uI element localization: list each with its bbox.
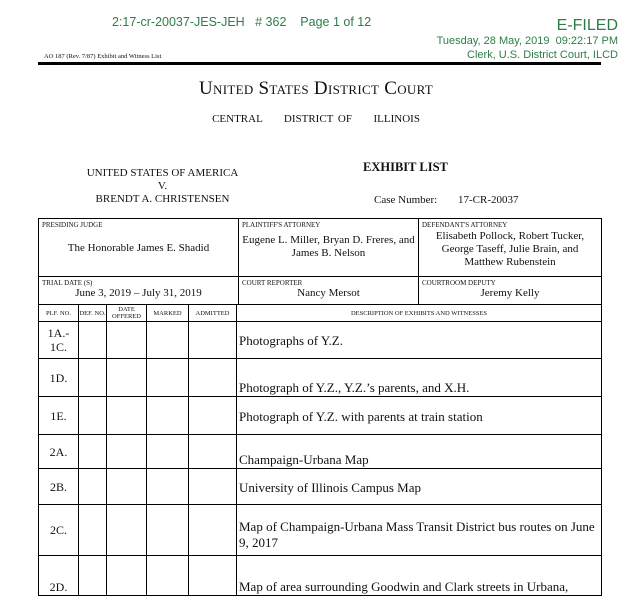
court-title: United States District Court [199, 78, 433, 99]
case-number-label: Case Number: [374, 194, 438, 206]
plaintiff-attorney-label: PLAINTIFF'S ATTORNEY [242, 221, 321, 229]
presiding-judge: The Honorable James E. Shadid [67, 242, 210, 254]
exhibit-description: Photographs of Y.Z. [237, 322, 602, 359]
table-row [39, 397, 602, 435]
district-line [0, 113, 632, 125]
exhibit-number: 1E. [39, 397, 79, 435]
exhibit-number: 2D. [39, 556, 79, 596]
exhibit-description: Photograph of Y.Z. with parents at train station [237, 397, 602, 435]
trial-date: June 3, 2019 – July 31, 2019 [75, 287, 202, 299]
col-description: DESCRIPTION OF EXHIBITS AND WITNESSES [237, 305, 602, 322]
district-part-1: CENTRAL [212, 113, 263, 125]
plaintiff-attorney: Eugene L. Miller, Bryan D. Freres, and James B. Nelson [242, 234, 415, 259]
exhibit-description: Champaign-Urbana Map [237, 435, 602, 469]
trial-date-label: TRIAL DATE (S) [42, 279, 93, 287]
exhibit-number: 2B. [39, 469, 79, 505]
efiled-clerk: Clerk, U.S. District Court, ILCD [467, 49, 618, 61]
presiding-judge-label: PRESIDING JUDGE [42, 221, 103, 229]
court-reporter-label: COURT REPORTER [242, 279, 303, 287]
table-row [39, 322, 602, 359]
court-reporter-cell [239, 277, 419, 305]
efiled-date: Tuesday, 28 May, 2019 09:22:17 PM [436, 35, 618, 47]
trial-date-cell [39, 277, 239, 305]
table-row [39, 505, 602, 556]
district-part-2: DISTRICT OF [283, 113, 352, 125]
header-rule [38, 62, 601, 65]
court-reporter: Nancy Mersot [297, 287, 360, 299]
defendant-attorney: Elisabeth Pollock, Robert Tucker, George Taseff, Julie Brain, and Matthew Rubenstein [435, 230, 585, 268]
exhibit-description: Photograph of Y.Z., Y.Z.’s parents, and X.H. [237, 359, 602, 397]
table-row [39, 469, 602, 505]
table-row [39, 359, 602, 397]
exhibit-description: Map of area surrounding Goodwin and Clark streets in Urbana, [237, 556, 602, 596]
defendant-attorney-cell [419, 219, 602, 277]
exhibit-number: 2C. [39, 505, 79, 556]
courtroom-deputy-label: COURTROOM DEPUTY [422, 279, 496, 287]
exhibit-table [38, 304, 602, 596]
courtroom-deputy-cell [419, 277, 602, 305]
exhibit-description: University of Illinois Campus Map [237, 469, 602, 505]
form-id: AO 187 (Rev. 7/87) Exhibit and Witness List [44, 53, 162, 60]
district-part-3: ILLINOIS [373, 113, 420, 125]
plaintiff-name: UNITED STATES OF AMERICA [86, 167, 239, 179]
efiled-label: E-FILED [556, 17, 618, 34]
presiding-judge-cell [39, 219, 239, 277]
defendant-attorney-label: DEFENDANT'S ATTORNEY [422, 221, 508, 229]
exhibit-number: 2A. [39, 435, 79, 469]
case-info-table [38, 218, 602, 305]
col-admitted: ADMITTED [189, 305, 237, 322]
versus-label: V. [157, 180, 168, 192]
courtroom-deputy: Jeremy Kelly [480, 287, 540, 299]
defendant-name: BRENDT A. CHRISTENSEN [95, 193, 230, 205]
parties-block [70, 167, 255, 206]
table-row [39, 435, 602, 469]
col-date-offered: DATE OFFERED [107, 305, 147, 322]
exhibit-number: 1D. [39, 359, 79, 397]
col-def-no: DEF. NO. [79, 305, 107, 322]
col-marked: MARKED [147, 305, 189, 322]
exhibit-description: Map of Champaign-Urbana Mass Transit District bus routes on June 9, 2017 [237, 505, 602, 556]
exhibit-number: 1A.- 1C. [39, 322, 79, 359]
plaintiff-attorney-cell [239, 219, 419, 277]
col-plf-no: PLF. NO. [39, 305, 79, 322]
case-number: 17-CR-20037 [458, 194, 519, 206]
table-row [39, 556, 602, 596]
list-title: EXHIBIT LIST [363, 160, 448, 174]
case-stamp: 2:17-cr-20037-JES-JEH # 362 Page 1 of 12 [112, 15, 372, 29]
